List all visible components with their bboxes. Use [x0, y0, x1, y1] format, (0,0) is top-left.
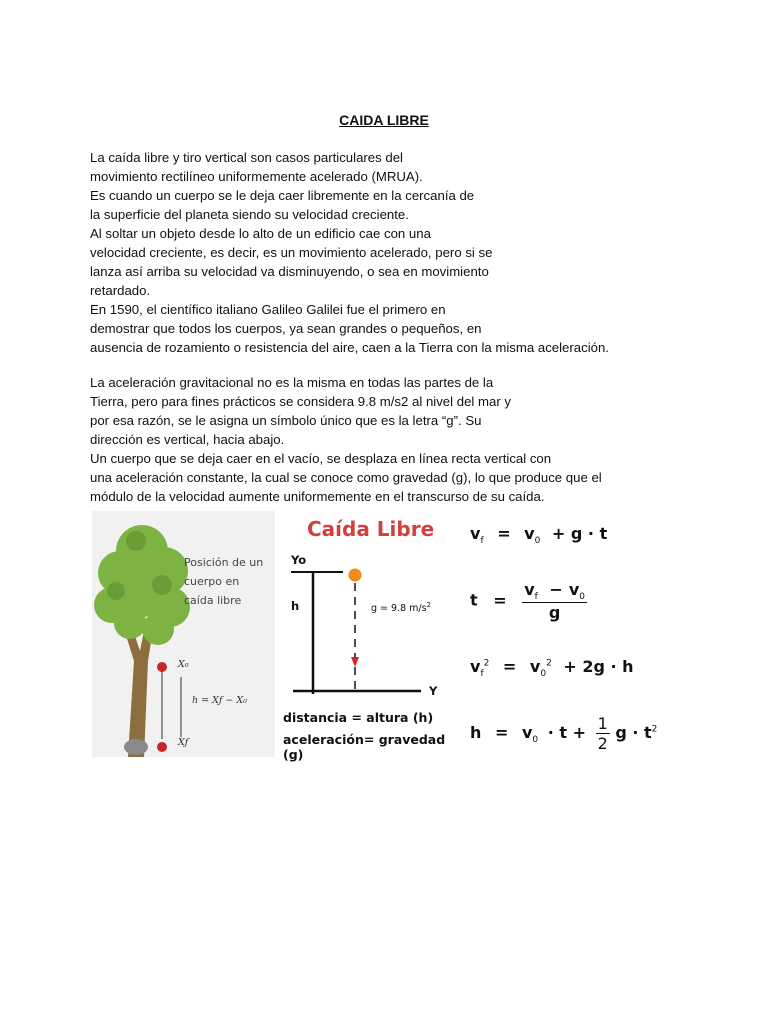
text-line: Tierra, pero para fines prácticos se considera 9.8 m/s2 al nivel del mar y	[90, 394, 511, 409]
apple-top-icon	[157, 662, 167, 672]
label-x0: X₀	[178, 659, 189, 670]
text-line: por esa razón, se le asigna un símbolo único que es la letra “g”. Su	[90, 413, 482, 428]
label-y: Y	[429, 684, 438, 698]
text-line: la superficie del planeta siendo su velocidad creciente.	[90, 207, 409, 222]
text-line: demostrar que todos los cuerpos, ya sean grandes o pequeños, en	[90, 321, 482, 336]
text-line: ausencia de rozamiento o resistencia del aire, caen a la Tierra con la misma aceleración.	[90, 340, 609, 355]
label-xf: Xƒ	[178, 737, 189, 748]
text-line: Es cuando un cuerpo se le deja caer libremente en la cercanía de	[90, 188, 475, 203]
text-line: módulo de la velocidad aumente uniformemente en el transcurso de su caída.	[90, 489, 545, 504]
label-gravity: g = 9.8 $m/s^2$	[371, 601, 432, 615]
text-line: movimiento rectilíneo uniformemente acelerado (MRUA).	[90, 169, 423, 184]
text-line: Al soltar un objeto desde lo alto de un edificio cae con una	[90, 226, 431, 241]
document-title: CAIDA LIBRE	[339, 112, 429, 128]
diagram-title: Caída Libre	[307, 517, 435, 541]
apple-bottom-icon	[157, 742, 167, 752]
paragraph-gravity	[90, 373, 602, 506]
text-line: La aceleración gravitacional no es la misma en todas las partes de la	[90, 375, 494, 390]
label-h: h	[291, 599, 300, 613]
tree-caption: Posición de un cuerpo en caída libre	[184, 556, 264, 607]
text-line: dirección es vertical, hacia abajo.	[90, 432, 285, 447]
formula-vf: $v_f = v_0 + g \cdot t$	[470, 524, 608, 547]
text-line: una aceleración constante, la cual se conoce como gravedad (g), lo que produce que el	[90, 470, 602, 485]
ball-icon	[349, 569, 362, 582]
formula-t: t = $\frac{v_f - v_0}{g}$	[470, 580, 585, 623]
caida-libre-diagram	[281, 511, 456, 761]
arrow-down-icon	[351, 657, 359, 667]
text-line: retardado.	[90, 283, 151, 298]
tree-illustration	[92, 511, 275, 757]
text-line: lanza así arriba su velocidad va disminuyendo, o sea en movimiento	[90, 264, 489, 279]
label-yo: Yo	[291, 553, 307, 567]
text-line: La caída libre y tiro vertical son casos particulares del	[90, 150, 403, 165]
tree-drawing	[92, 511, 275, 757]
formula-vf-squared: $v_f^2 = v_0^2 + 2g \cdot h$	[470, 657, 634, 680]
paragraph-intro	[90, 148, 609, 357]
fraction-half: $\frac{1}{2}$	[597, 714, 608, 753]
text-line: En 1590, el científico italiano Galileo Galilei fue el primero en	[90, 302, 446, 317]
note-distance: distancia = altura (h)	[283, 710, 434, 725]
label-h-eq: h = Xƒ − X₀	[192, 695, 247, 706]
fraction: $\frac{v_f - v_0}{g}$	[524, 580, 585, 623]
text-line: velocidad creciente, es decir, es un movimiento acelerado, pero si se	[90, 245, 493, 260]
note-acceleration: aceleración= gravedad (g)	[283, 732, 446, 762]
rock	[124, 739, 148, 755]
formula-h: $h = v_0 \cdot t$ + $\frac{1}{2}$ $g \cdot t^2$	[470, 714, 658, 753]
text-line: Un cuerpo que se deja caer en el vacío, se desplaza en línea recta vertical con	[90, 451, 552, 466]
